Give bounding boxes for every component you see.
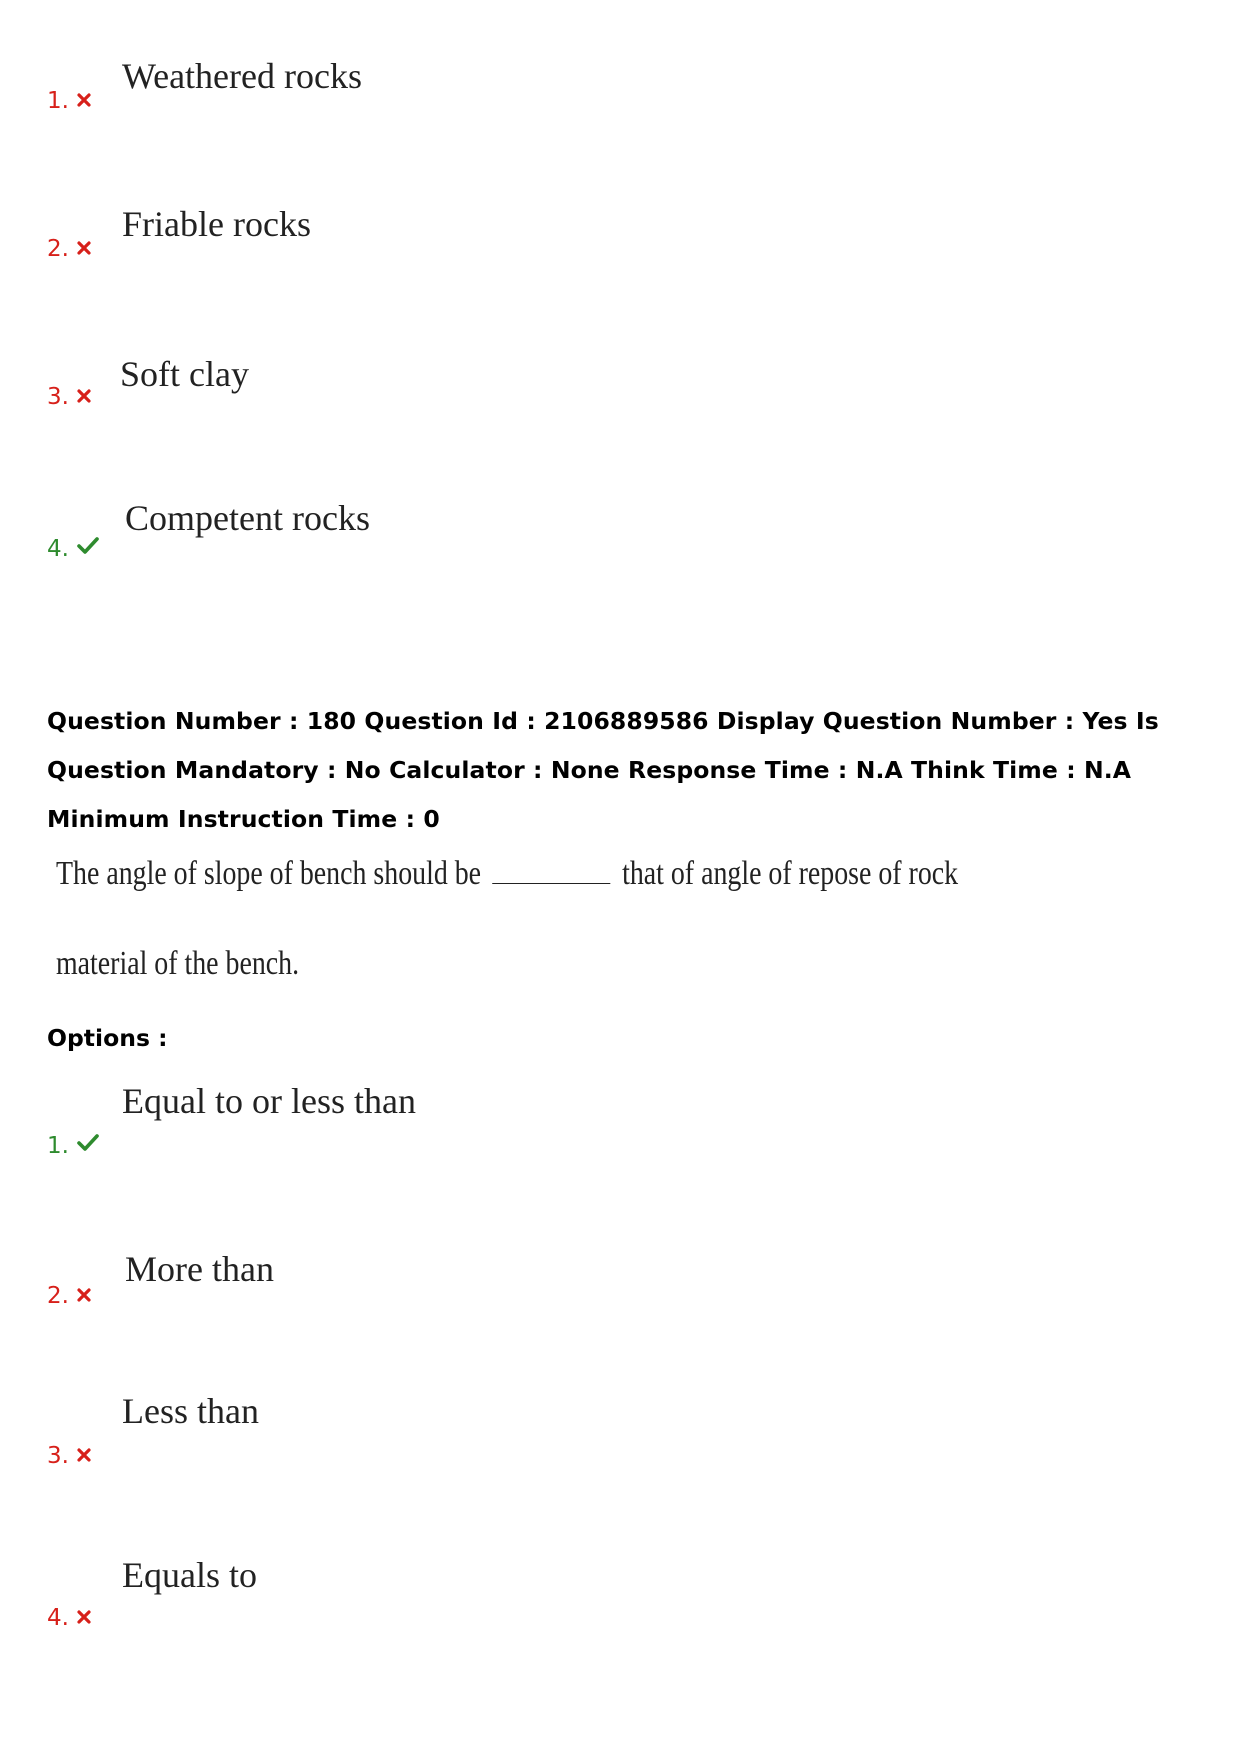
option-text: Soft clay — [120, 354, 249, 394]
option-number: 2. — [47, 236, 69, 262]
cross-icon — [77, 383, 91, 409]
check-icon — [77, 535, 99, 561]
question-meta: Question Number : 180 Question Id : 2106889586 Display Question Number : Yes Is Question Mandatory : No Calculator : None Response Time : N.A Think Time : N.A Minimum Instruction Time : 0 — [47, 707, 1159, 833]
option-1 — [0, 1080, 1240, 1180]
option-2 — [0, 1248, 1240, 1348]
option-marker — [47, 383, 91, 410]
option-number: 3. — [47, 1443, 69, 1469]
option-marker — [47, 1132, 99, 1159]
question-text-part-2: that of angle of repose of rock — [622, 855, 959, 892]
option-number: 4. — [47, 536, 69, 562]
option-4 — [0, 1554, 1240, 1654]
option-number: 4. — [47, 1605, 69, 1631]
cross-icon — [77, 87, 91, 113]
option-marker — [47, 1282, 91, 1309]
option-text: Less than — [122, 1391, 259, 1431]
options-label: Options : — [47, 1024, 168, 1052]
option-marker — [47, 1604, 91, 1631]
prev-option-3 — [0, 353, 1240, 453]
check-icon — [77, 1132, 99, 1158]
prev-option-2 — [0, 203, 1240, 303]
question-text-part-1: The angle of slope of bench should be — [56, 855, 482, 892]
option-text: Friable rocks — [122, 204, 311, 244]
option-text: Equal to or less than — [122, 1081, 416, 1121]
cross-icon — [77, 235, 91, 261]
question-text-line-2: material of the bench. — [56, 945, 300, 982]
option-text: Weathered rocks — [122, 56, 362, 96]
option-text: Competent rocks — [125, 498, 370, 538]
prev-option-4 — [0, 497, 1240, 597]
cross-icon — [77, 1442, 91, 1468]
cross-icon — [77, 1282, 91, 1308]
cross-icon — [77, 1604, 91, 1630]
fill-in-blank — [493, 859, 611, 884]
option-text: More than — [125, 1249, 274, 1289]
option-number: 1. — [47, 1133, 69, 1159]
option-text: Equals to — [122, 1555, 257, 1595]
question-text-line-1 — [56, 855, 958, 893]
option-number: 2. — [47, 1283, 69, 1309]
option-marker — [47, 87, 91, 114]
option-number: 3. — [47, 384, 69, 410]
option-3 — [0, 1390, 1240, 1490]
option-marker — [47, 1442, 91, 1469]
option-number: 1. — [47, 88, 69, 114]
option-marker — [47, 235, 91, 262]
option-marker — [47, 535, 99, 562]
prev-option-1 — [0, 55, 1240, 155]
